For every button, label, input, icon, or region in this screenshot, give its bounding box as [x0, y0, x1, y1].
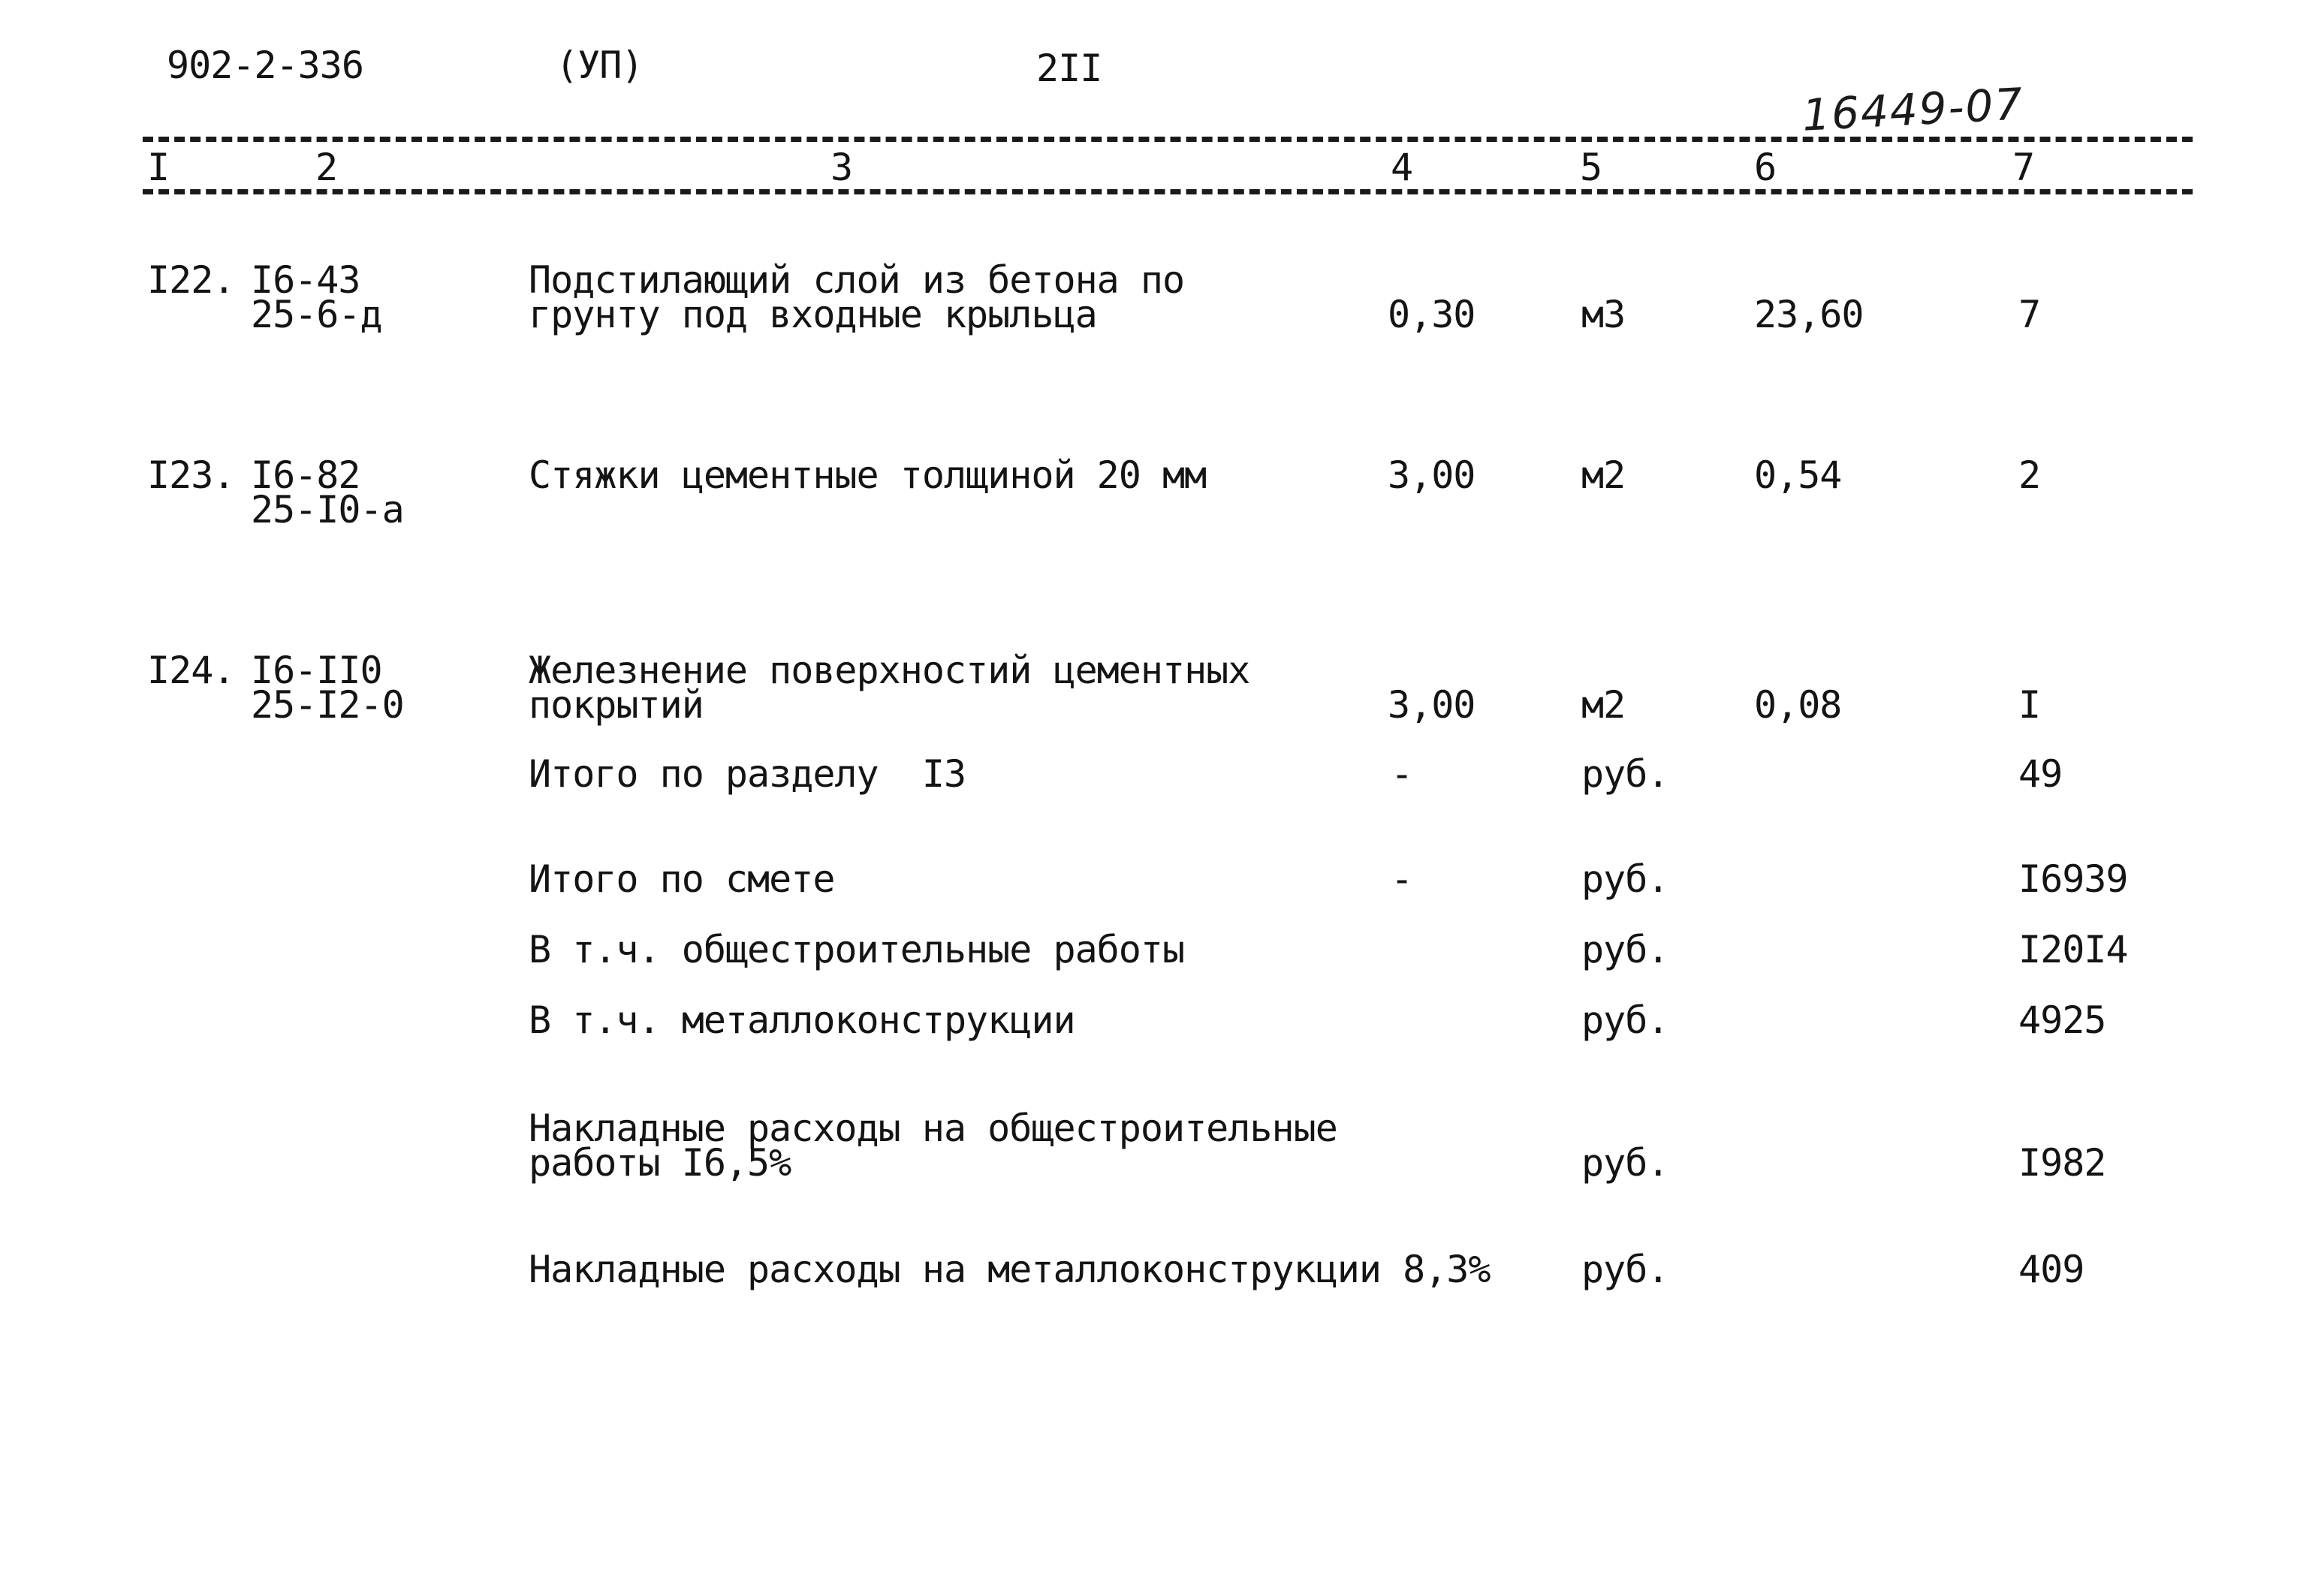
price-code: 25-I0-а — [251, 488, 404, 531]
header-divider-bottom — [143, 189, 2193, 194]
column-number-7: 7 — [2012, 146, 2035, 189]
quantity: 0,30 — [1388, 293, 1476, 336]
row-number: I22. — [147, 258, 235, 302]
total-cost: 7 — [2018, 293, 2041, 336]
overhead-unit: руб. — [1581, 1141, 1669, 1185]
summary-quantity: - — [1391, 752, 1413, 796]
document-code: 902-2-336 — [167, 44, 363, 87]
column-number-2: 2 — [315, 146, 338, 189]
row-number: I24. — [147, 649, 235, 692]
work-description: Подстилающий слой из бетона по — [529, 258, 1185, 302]
unit-price: 0,08 — [1754, 683, 1842, 727]
overhead-label: Накладные расходы на общестроительные — [529, 1107, 1337, 1150]
column-number-6: 6 — [1754, 146, 1777, 189]
overhead-unit: руб. — [1581, 1248, 1669, 1291]
document-section: (УП) — [556, 44, 644, 87]
summary-label: Итого по смете — [529, 857, 835, 901]
summary-total: I6939 — [2018, 857, 2128, 901]
unit-price: 0,54 — [1754, 453, 1842, 497]
price-code: 25-I2-0 — [251, 683, 404, 727]
page-number: 2II — [1036, 47, 1102, 90]
work-description: Железнение поверхностий цементных — [529, 649, 1250, 692]
column-number-1: I — [147, 146, 170, 189]
summary-unit: руб. — [1581, 998, 1669, 1042]
unit-price: 23,60 — [1754, 293, 1864, 336]
summary-unit: руб. — [1581, 752, 1669, 796]
overhead-total: 409 — [2018, 1248, 2084, 1291]
summary-total: I20I4 — [2018, 928, 2128, 971]
total-cost: 2 — [2018, 453, 2041, 497]
summary-label: Итого по разделу I3 — [529, 752, 966, 796]
work-description: Стяжки цементные толщиной 20 мм — [529, 453, 1207, 497]
norm-code: I6-43 — [251, 258, 360, 302]
summary-quantity: - — [1391, 857, 1413, 901]
header-divider-top — [143, 137, 2193, 142]
unit: м2 — [1581, 453, 1626, 497]
overhead-label-cont: работы I6,5% — [529, 1141, 791, 1185]
handwritten-stamp-number: 16449-07 — [1801, 78, 2025, 141]
overhead-total: I982 — [2018, 1141, 2106, 1185]
norm-code: I6-82 — [251, 453, 360, 497]
summary-label: В т.ч. металлоконструкции — [529, 998, 1075, 1042]
summary-total: 49 — [2018, 752, 2063, 796]
quantity: 3,00 — [1388, 683, 1476, 727]
overhead-label: Накладные расходы на металлоконструкции 8,3% — [529, 1248, 1491, 1291]
summary-label: В т.ч. общестроительные работы — [529, 928, 1185, 971]
summary-unit: руб. — [1581, 857, 1669, 901]
column-number-3: 3 — [830, 146, 853, 189]
quantity: 3,00 — [1388, 453, 1476, 497]
unit: м3 — [1581, 293, 1626, 336]
column-number-4: 4 — [1391, 146, 1413, 189]
summary-total: 4925 — [2018, 998, 2106, 1042]
row-number: I23. — [147, 453, 235, 497]
column-number-5: 5 — [1580, 146, 1602, 189]
work-description-cont: грунту под входные крыльца — [529, 293, 1097, 336]
price-code: 25-6-д — [251, 293, 382, 336]
unit: м2 — [1581, 683, 1626, 727]
total-cost: I — [2018, 683, 2041, 727]
norm-code: I6-II0 — [251, 649, 382, 692]
work-description-cont: покрытий — [529, 683, 704, 727]
summary-unit: руб. — [1581, 928, 1669, 971]
